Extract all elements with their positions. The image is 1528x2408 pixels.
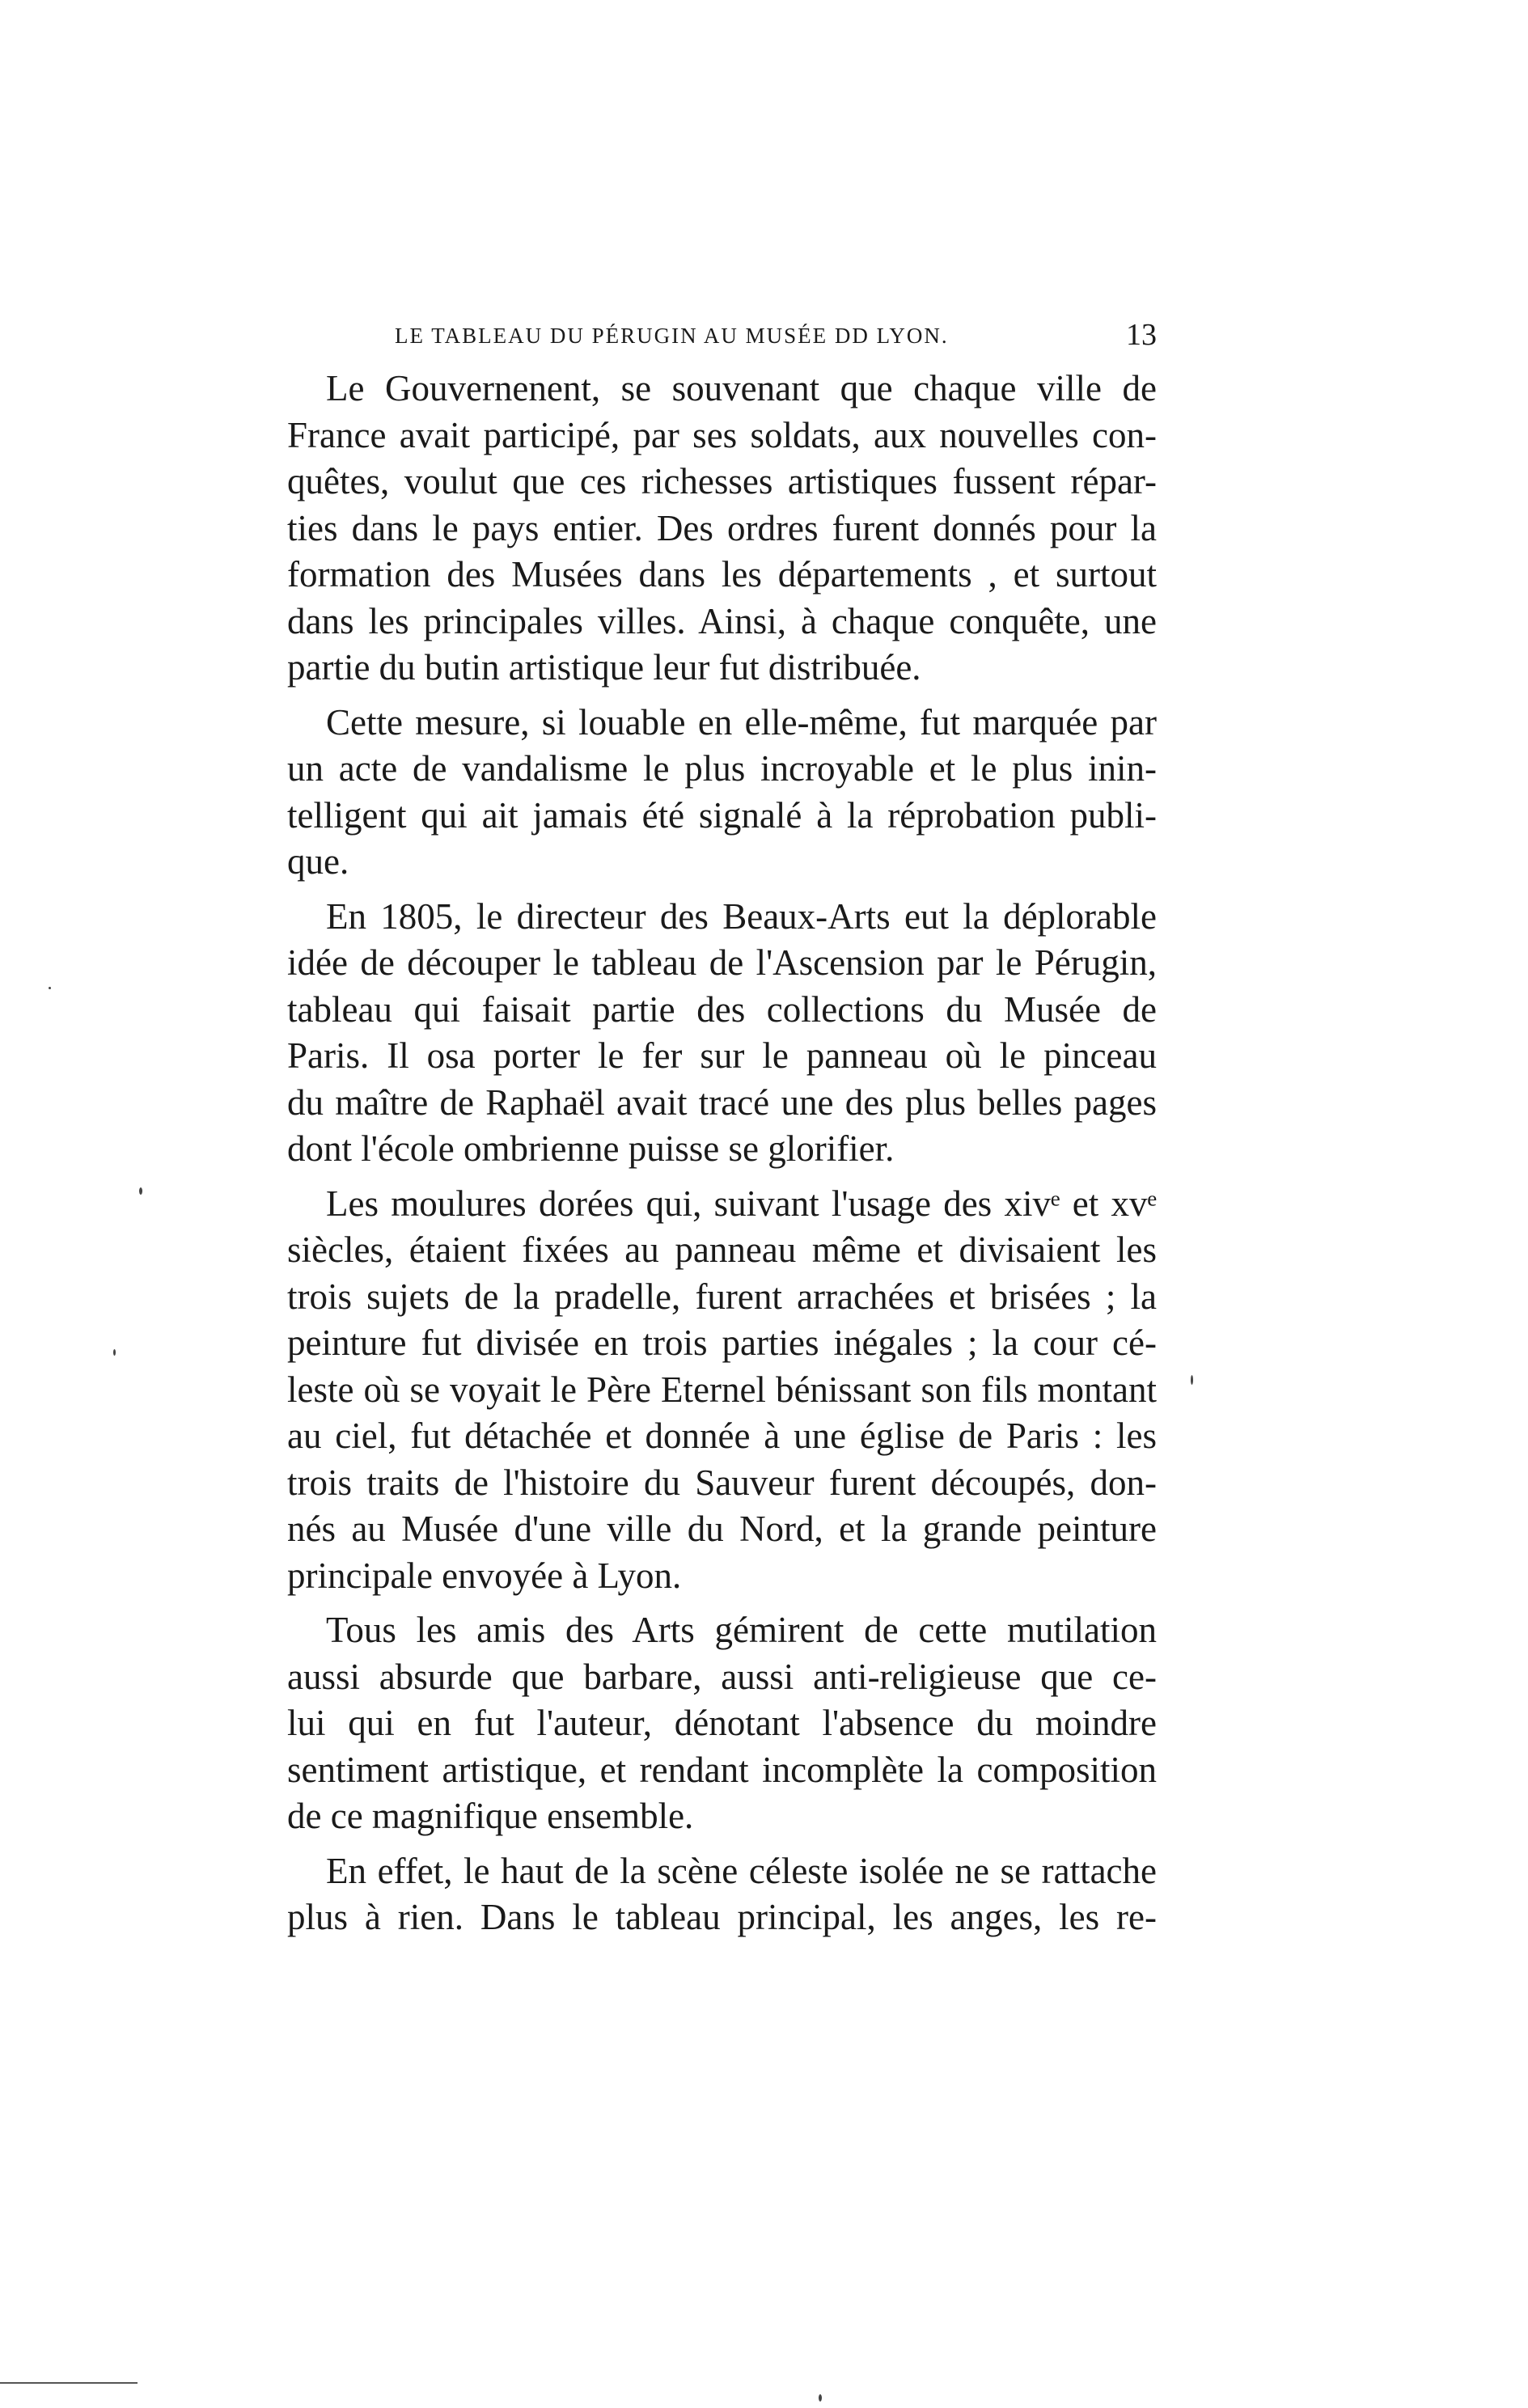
text-line: partie du butin artistique leur fut distribuée. [287,647,921,688]
text-line: nés au Musée d'une ville du Nord, et la grande peinture [287,1509,1157,1549]
text-line: plus à rien. Dans le tableau principal, les anges, les re- [287,1897,1157,1937]
text-line: siècles, étaient fixées au panneau même et divisaient les [287,1229,1157,1270]
paragraph-2 [287,700,1157,886]
text-line: En effet, le haut de la scène céleste isolée ne se rattache [326,1850,1157,1891]
scan-speck [113,1349,116,1356]
scan-speck [1191,1375,1193,1385]
paragraph-5 [287,1607,1157,1840]
text-line: dans les principales villes. Ainsi, à chaque conquête, une [287,600,1157,641]
text-line: aussi absurde que barbare, aussi anti-religieuse que ce- [287,1656,1157,1697]
text-line: de ce magnifique ensemble. [287,1796,694,1836]
text-line: France avait participé, par ses soldats, aux nouvelles con- [287,414,1157,455]
text-line: sentiment artistique, et rendant incomplète la composition [287,1749,1157,1790]
scan-speck [819,2394,822,2402]
text-line: trois sujets de la pradelle, furent arrachées et brisées ; la [287,1276,1157,1317]
text-line: principale envoyée à Lyon. [287,1555,682,1596]
text-line: dont l'école ombrienne puisse se glorifier. [287,1128,895,1169]
text-line: tableau qui faisait partie des collections du Musée de [287,988,1157,1030]
text-line: Les moulures dorées qui, suivant l'usage des xivᵉ et xvᵉ [326,1183,1157,1224]
text-line: Le Gouvernenent, se souvenant que chaque ville de [326,368,1157,408]
scan-speck [139,1187,142,1195]
text-line: leste où se voyait le Père Eternel bénissant son fils montant [287,1369,1157,1410]
text-line: Tous les amis des Arts gémirent de cette mutilation [326,1610,1157,1650]
running-header [287,317,1157,358]
paragraph-3 [287,894,1157,1173]
text-line: ties dans le pays entier. Des ordres furent donnés pour la [287,507,1157,548]
text-line: trois traits de l'histoire du Sauveur furent découpés, don- [287,1462,1157,1503]
scan-edge-line [0,2382,138,2384]
text-line: Cette mesure, si louable en elle-même, fut marquée par [326,701,1157,743]
paragraph-4 [287,1181,1157,1600]
text-line: Paris. Il osa porter le fer sur le panneau où le pinceau [287,1035,1157,1076]
text-line: telligent qui ait jamais été signalé à la réprobation publi- [287,794,1157,836]
text-line: lui qui en fut l'auteur, dénotant l'absence du moindre [287,1703,1157,1743]
text-line: peinture fut divisée en trois parties inégales ; la cour cé- [287,1322,1157,1363]
text-line: un acte de vandalisme le plus incroyable et le plus inin- [287,748,1157,789]
text-line: au ciel, fut détachée et donnée à une église de Paris : les [287,1416,1157,1456]
text-line: formation des Musées dans les départements , et surtout [287,554,1157,595]
body-text [287,366,1157,1941]
text-line: En 1805, le directeur des Beaux-Arts eut la déplorable [326,895,1157,937]
text-line: du maître de Raphaël avait tracé une des plus belles pages [287,1081,1157,1123]
running-title: LE TABLEAU DU PÉRUGIN AU MUSÉE DD LYON. [395,324,949,348]
text-line: quêtes, voulut que ces richesses artistiques fussent répar- [287,461,1157,501]
text-line: idée de découper le tableau de l'Ascension par le Pérugin, [287,942,1157,983]
paragraph-1 [287,366,1157,692]
paragraph-6 [287,1848,1157,1941]
scan-speck [49,987,51,989]
page-number: 13 [1126,318,1157,352]
text-line: que. [287,841,349,882]
